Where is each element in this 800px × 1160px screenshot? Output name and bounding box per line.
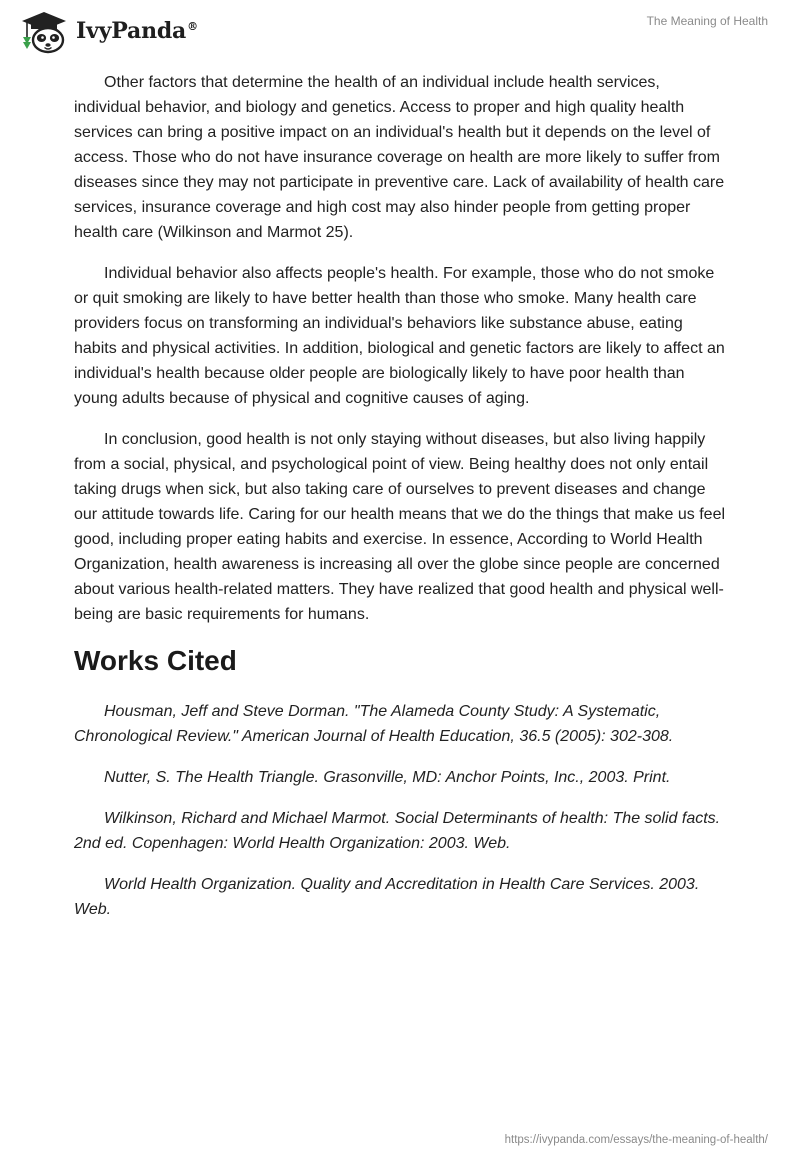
document-title: The Meaning of Health [646,14,768,28]
body-paragraph: In conclusion, good health is not only staying without diseases, but also living happily from a social, physical, and psychological point of view. Being healthy does not only entail taking drugs when sick, but also taking care of ourselves to prevent diseases and change our attitude towards life. Caring for our health means that we do the things that make us feel good, including proper eating habits and exercise. In essence, According to World Health Organization, health awareness is increasing all over the globe since people are concerned about various health-related matters. They have realized that good health and physical well-being are basic requirements for humans. [74,431,726,623]
source-url-link[interactable]: https://ivypanda.com/essays/the-meaning-of-health/ [504,1134,768,1146]
logo-text: IvyPanda [76,18,187,44]
citation-entry: Nutter, S. The Health Triangle. Grasonville, MD: Anchor Points, Inc., 2003. Print. [104,769,671,786]
citation-entry: Housman, Jeff and Steve Dorman. "The Alameda County Study: A Systematic, Chronological Review." American Journal of Health Education, 36.5 (2005): 302-308. [74,703,674,745]
body-paragraph: Other factors that determine the health of an individual include health services, individual behavior, and biology and genetics. Access to proper and high quality health services can bring a positive impact on an individual's health but it depends on the level of access. Those who do not have insurance coverage on health are more likely to suffer from diseases since they may not participate in preventive care. Lack of availability of health care services, insurance coverage and high cost may also hinder people from getting proper health care (Wilkinson and Marmot 25). [74,74,725,241]
logo-wordmark [76,18,198,44]
works-cited-heading: Works Cited [74,645,237,676]
citation-entry: Wilkinson, Richard and Michael Marmot. Social Determinants of health: The solid facts. 2nd ed. Copenhagen: World Health Organization: 2003. Web. [74,810,721,852]
registered-mark: ® [187,19,198,33]
panda-graduate-icon [14,8,74,54]
body-paragraph: Individual behavior also affects people's health. For example, those who do not smoke or quit smoking are likely to have better health than those who smoke. Many health care providers focus on transforming an individual's behaviors like substance abuse, eating habits and physical activities. In addition, biological and genetic factors are likely to affect an individual's health because older people are biologically likely to have poor health than young adults because of physical and cognitive causes of aging. [74,265,725,407]
essay-content [74,70,726,938]
citation-entry: World Health Organization. Quality and Accreditation in Health Care Services. 2003. Web. [74,876,700,918]
ivypanda-logo[interactable] [14,8,198,54]
page-header [0,0,800,60]
